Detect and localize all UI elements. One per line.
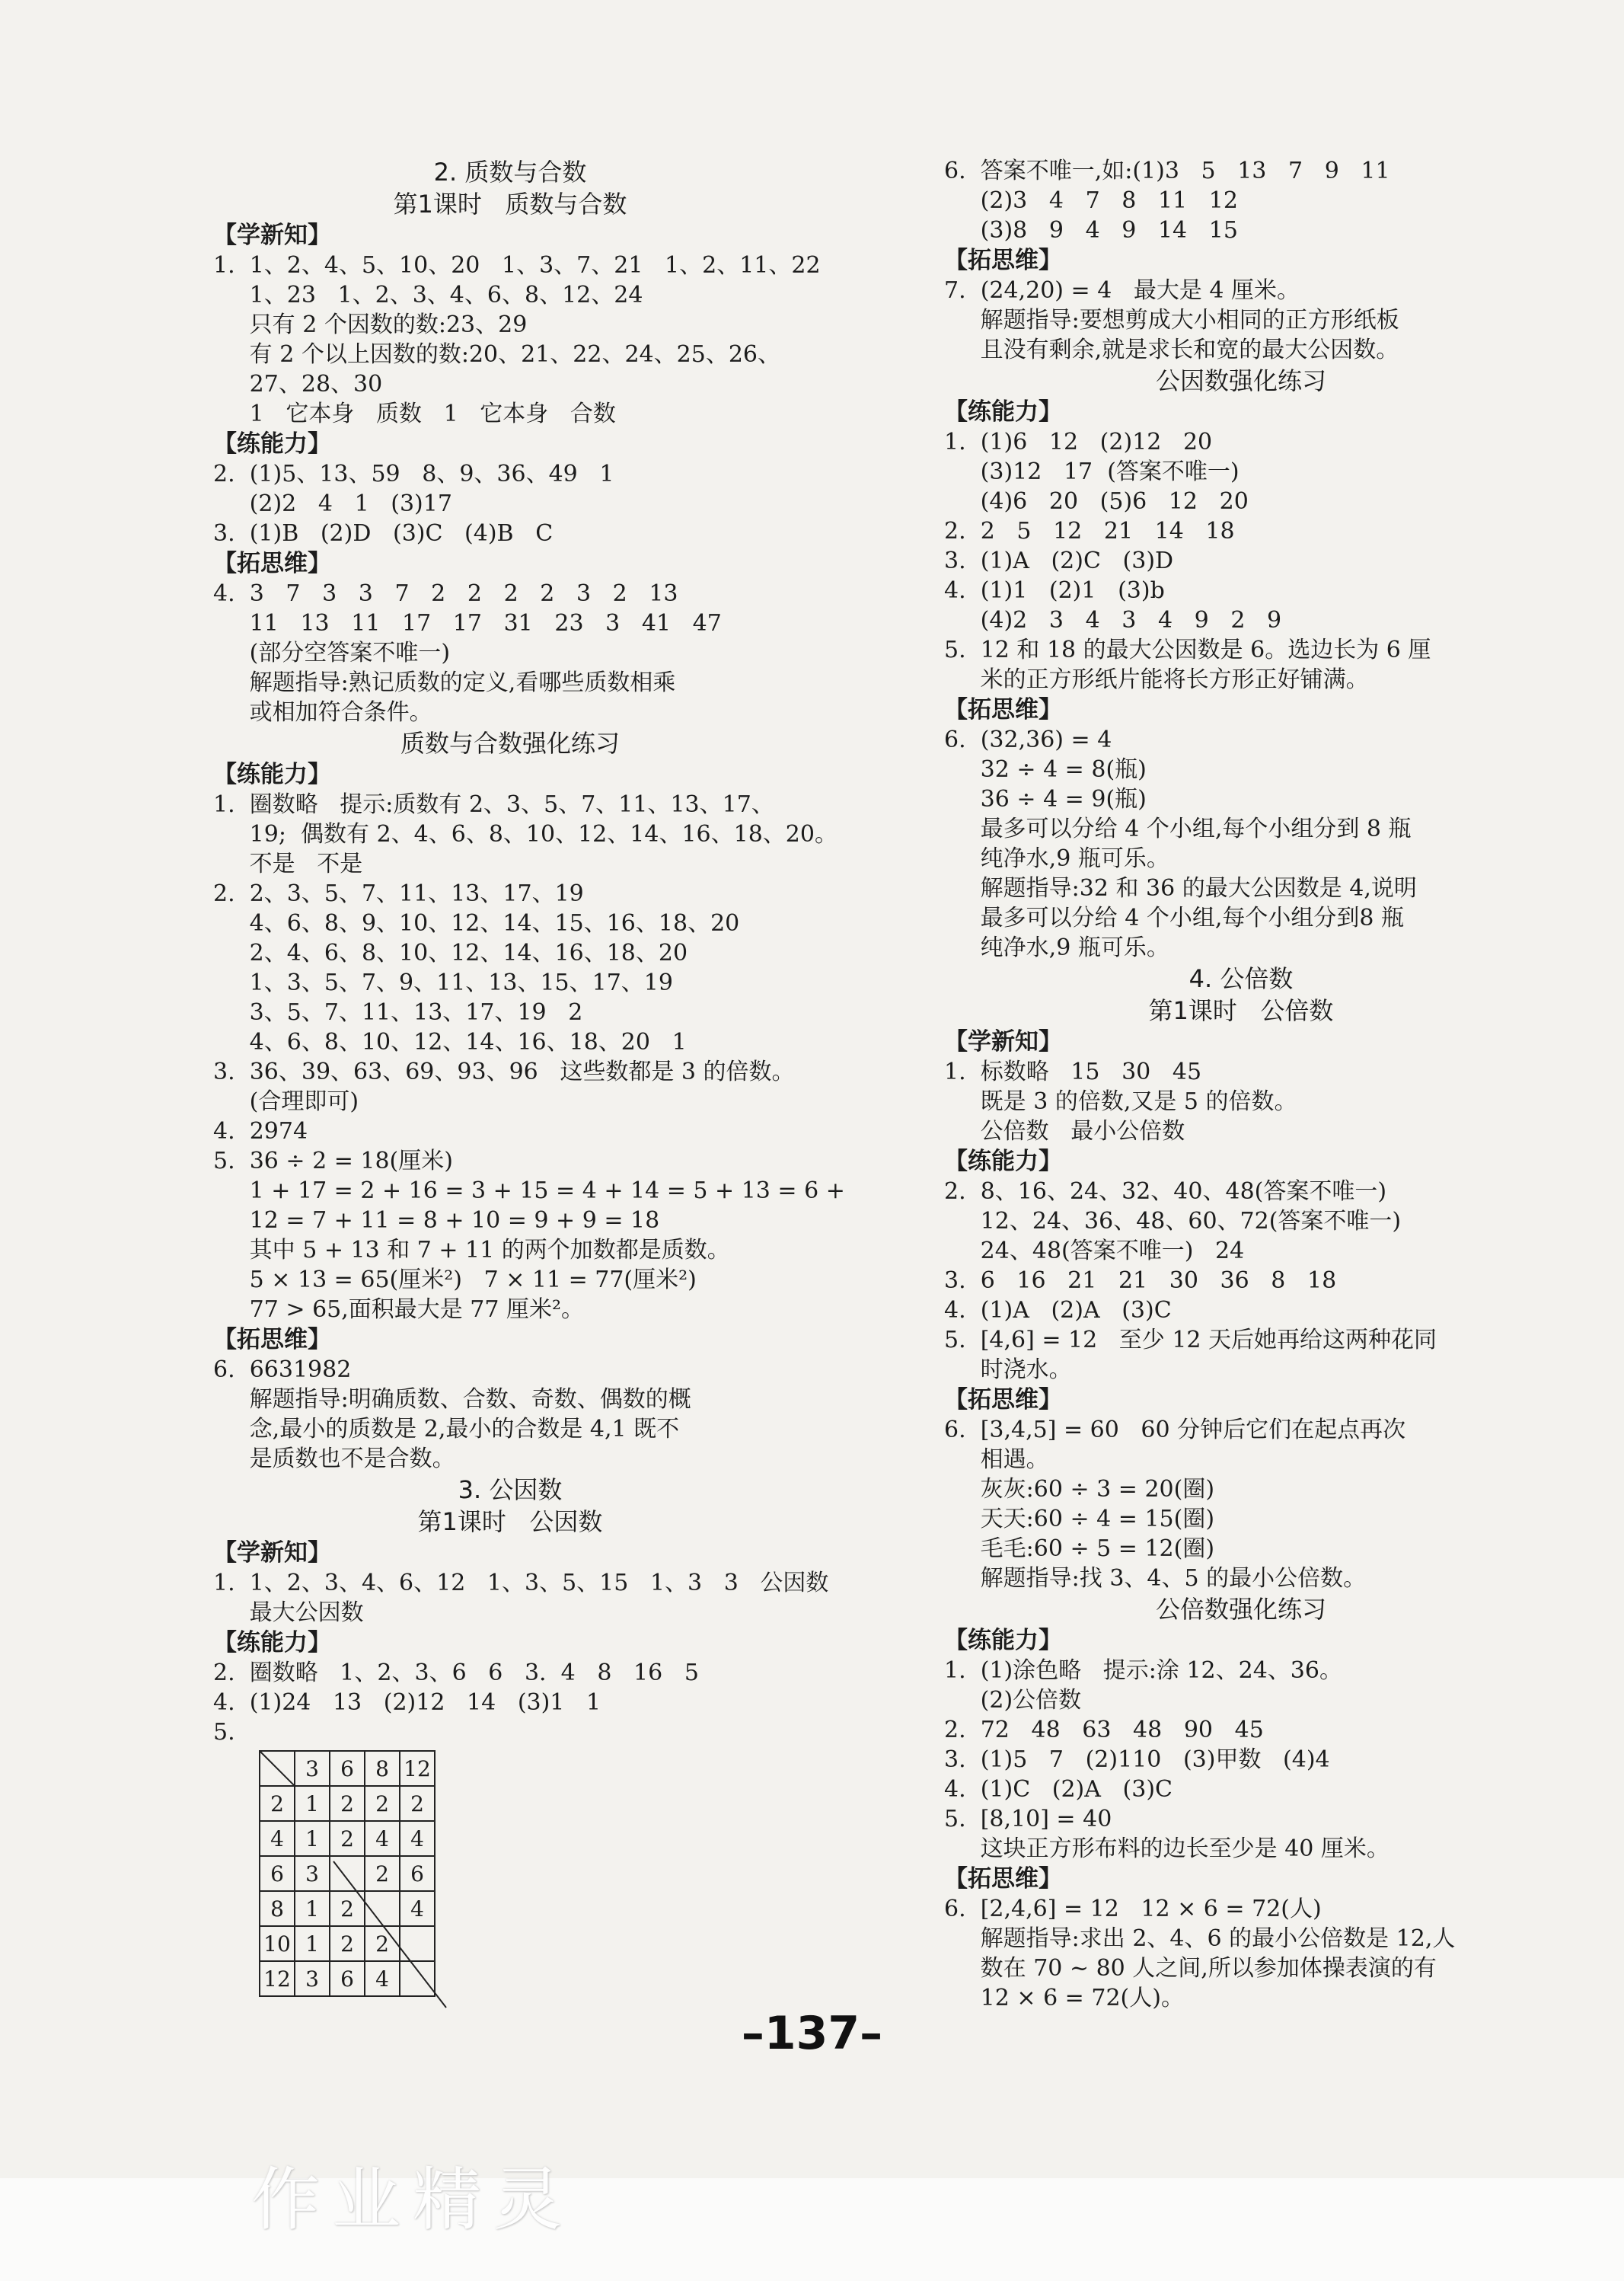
factor-grid <box>259 1750 464 1997</box>
answer-line: 5. [4,6] = 12 至少 12 天后她再给这两种花同 <box>944 1327 1437 1353</box>
lesson-title: 质数与合数强化练习 <box>400 729 620 758</box>
answer-line: (4)2 3 4 3 4 9 2 9 <box>944 607 1282 634</box>
section-tag: 【拓思维】 <box>944 247 1062 274</box>
answer-line: 6. (32,36) = 4 <box>944 727 1112 753</box>
answer-line: 4. 2974 <box>213 1118 308 1145</box>
grid-cell: 2 <box>330 1821 365 1856</box>
right-column <box>944 156 1538 2013</box>
section-tag: 【练能力】 <box>213 430 331 458</box>
grid-cell: 2 <box>330 1786 365 1821</box>
answer-line: 最大公因数 <box>213 1599 364 1626</box>
answer-line: 3. (1)A (2)C (3)D <box>944 548 1174 574</box>
grid-cell: 3 <box>295 1961 330 1996</box>
answer-line: 毛毛:60 ÷ 5 = 12(圈) <box>944 1535 1215 1562</box>
grid-cell: 2 <box>330 1891 365 1926</box>
answer-line: 公倍数 最小公倍数 <box>944 1118 1185 1145</box>
answer-line: 4、6、8、9、10、12、14、15、16、18、20 <box>213 910 740 937</box>
lesson-title: 第1课时 公因数 <box>417 1507 603 1536</box>
lesson-title: 第1课时 公倍数 <box>1148 996 1334 1025</box>
answer-line: 77 > 65,面积最大是 77 厘米²。 <box>213 1296 585 1323</box>
answer-line: 2. 2 5 12 21 14 18 <box>944 518 1235 545</box>
answer-line: 3. (1)5 7 (2)110 (3)甲数 (4)4 <box>944 1746 1330 1773</box>
section-tag: 【拓思维】 <box>213 550 331 577</box>
section-tag: 【学新知】 <box>944 1028 1062 1056</box>
answer-line: 3. 36、39、63、69、93、96 这些数都是 3 的倍数。 <box>213 1059 795 1085</box>
grid-cell: 6 <box>330 1961 365 1996</box>
answer-line: 4. (1)A (2)A (3)C <box>944 1297 1172 1324</box>
section-tag: 【练能力】 <box>944 398 1062 426</box>
answer-line: 1 + 17 = 2 + 16 = 3 + 15 = 4 + 14 = 5 + 13 = 6 + <box>213 1177 845 1204</box>
section-tag: 【拓思维】 <box>944 1865 1062 1893</box>
answer-line: 5. <box>213 1719 235 1746</box>
grid-cell: 12 <box>400 1751 435 1786</box>
answer-line: 2. 8、16、24、32、40、48(答案不唯一) <box>944 1178 1387 1205</box>
diagonal-line <box>260 1752 295 1787</box>
answer-line: 4. (1)C (2)A (3)C <box>944 1776 1173 1803</box>
answer-line: 4. (1)24 13 (2)12 14 (3)1 1 <box>213 1689 601 1716</box>
answer-line: 1. (1)6 12 (2)12 20 <box>944 429 1213 455</box>
answer-line: 5. 36 ÷ 2 = 18(厘米) <box>213 1148 453 1174</box>
answer-line: 12 × 6 = 72(人)。 <box>944 1985 1184 2011</box>
answer-line: 灰灰:60 ÷ 3 = 20(圈) <box>944 1476 1215 1503</box>
grid-diagonal <box>259 1750 472 2009</box>
section-tag: 【拓思维】 <box>944 696 1062 724</box>
grid-cell: 8 <box>260 1891 295 1926</box>
answer-line: 1. 1、2、4、5、10、20 1、3、7、21 1、2、11、22 <box>213 252 821 279</box>
watermark-logo: 作业精灵 <box>251 2160 574 2240</box>
answer-line: 2、4、6、8、10、12、14、16、18、20 <box>213 940 688 966</box>
answer-line: (2)公倍数 <box>944 1687 1082 1714</box>
grid-cell: 6 <box>330 1751 365 1786</box>
section-tag: 【学新知】 <box>213 1539 331 1567</box>
grid-cell: 4 <box>260 1821 295 1856</box>
grid-cell: 4 <box>365 1821 400 1856</box>
answer-line: 6. 答案不唯一,如:(1)3 5 13 7 9 11 <box>944 158 1390 184</box>
answer-line: 相遇。 <box>944 1446 1049 1473</box>
answer-line: 24、48(答案不唯一) 24 <box>944 1238 1245 1264</box>
answer-line: (合理即可) <box>213 1088 359 1115</box>
section-tag: 【练能力】 <box>944 1148 1062 1175</box>
answer-line: 5. [8,10] = 40 <box>944 1806 1112 1832</box>
answer-line: 27、28、30 <box>213 371 383 398</box>
section-tag: 【拓思维】 <box>944 1386 1062 1414</box>
grid-cell: 6 <box>260 1856 295 1891</box>
answer-line: 米的正方形纸片能将长方形正好铺满。 <box>944 666 1369 693</box>
answer-line: 6. [3,4,5] = 60 60 分钟后它们在起点再次 <box>944 1417 1406 1443</box>
answer-line: 12、24、36、48、60、72(答案不唯一) <box>944 1208 1402 1235</box>
answer-line: 1、3、5、7、9、11、13、15、17、19 <box>213 970 673 996</box>
answer-line: 解题指导:找 3、4、5 的最小公倍数。 <box>944 1565 1367 1592</box>
answer-line: 3、5、7、11、13、17、19 2 <box>213 999 583 1026</box>
grid-cell: 3 <box>295 1751 330 1786</box>
section-tag: 【练能力】 <box>213 1629 331 1656</box>
grid-cell: 2 <box>330 1926 365 1961</box>
grid-cell: 4 <box>400 1891 435 1926</box>
answer-line: 2. 72 48 63 48 90 45 <box>944 1717 1264 1743</box>
answer-line: 36 ÷ 4 = 9(瓶) <box>944 786 1147 813</box>
answer-line: 6. [2,4,6] = 12 12 × 6 = 72(人) <box>944 1896 1322 1922</box>
section-tag: 【练能力】 <box>213 761 331 788</box>
answer-line: (2)3 4 7 8 11 12 <box>944 187 1238 214</box>
grid-cell: 2 <box>365 1926 400 1961</box>
answer-line: 其中 5 + 13 和 7 + 11 的两个加数都是质数。 <box>213 1237 730 1263</box>
answer-line: 解题指导:32 和 36 的最大公因数是 4,说明 <box>944 875 1417 902</box>
answer-line: 1. 1、2、3、4、6、12 1、3、5、15 1、3 3 公因数 <box>213 1570 829 1596</box>
answer-line: 不是 不是 <box>213 851 363 877</box>
answer-line: (3)8 9 4 9 14 15 <box>944 217 1238 244</box>
answer-line: 5. 12 和 18 的最大公因数是 6。选边长为 6 厘 <box>944 637 1431 663</box>
lesson-title: 公倍数强化练习 <box>1155 1595 1326 1624</box>
section-tag: 【学新知】 <box>213 222 331 249</box>
answer-line: 1、23 1、2、3、4、6、8、12、24 <box>213 282 643 308</box>
answer-line: 既是 3 的倍数,又是 5 的倍数。 <box>944 1088 1297 1115</box>
answer-line: 时浇水。 <box>944 1356 1072 1383</box>
answer-line: 6. 6631982 <box>213 1356 352 1383</box>
grid-cell: 2 <box>365 1786 400 1821</box>
answer-line: 或相加符合条件。 <box>213 699 432 726</box>
answer-line: 4. (1)1 (2)1 (3)b <box>944 577 1165 604</box>
grid-cell: 4 <box>400 1821 435 1856</box>
answer-line: 12 = 7 + 11 = 8 + 10 = 9 + 9 = 18 <box>213 1207 660 1234</box>
answer-line: 1. 圈数略 提示:质数有 2、3、5、7、11、13、17、 <box>213 791 774 818</box>
section-title: 3. 公因数 <box>458 1475 563 1504</box>
answer-line: 11 13 11 17 17 31 23 3 41 47 <box>213 610 722 637</box>
answer-line: 2. 圈数略 1、2、3、6 6 3. 4 8 16 5 <box>213 1660 699 1686</box>
answer-line: 2. (1)5、13、59 8、9、36、49 1 <box>213 461 614 487</box>
grid-cell: 4 <box>365 1961 400 1996</box>
answer-line: 2. 2、3、5、7、11、13、17、19 <box>213 880 584 907</box>
grid-cell: 1 <box>295 1926 330 1961</box>
answer-line: 且没有剩余,就是求长和宽的最大公因数。 <box>944 337 1399 363</box>
answer-line: 解题指导:明确质数、合数、奇数、偶数的概 <box>213 1386 691 1413</box>
grid-cell: 1 <box>295 1891 330 1926</box>
grid-cell: 6 <box>400 1856 435 1891</box>
answer-line: (部分空答案不唯一) <box>213 640 451 666</box>
grid-cell: 2 <box>365 1856 400 1891</box>
answer-line: 解题指导:要想剪成大小相同的正方形纸板 <box>944 307 1399 334</box>
answer-line: 1. (1)涂色略 提示:涂 12、24、36。 <box>944 1657 1342 1684</box>
answer-line: 解题指导:熟记质数的定义,看哪些质数相乘 <box>213 669 676 696</box>
answer-line: 1. 标数略 15 30 45 <box>944 1059 1202 1085</box>
answer-line: 数在 70 ~ 80 人之间,所以参加体操表演的有 <box>944 1955 1437 1982</box>
section-title: 2. 质数与合数 <box>433 158 587 187</box>
section-title: 4. 公倍数 <box>1188 964 1294 993</box>
page-number: –137– <box>741 2007 883 2060</box>
answer-line: 4、6、8、10、12、14、16、18、20 1 <box>213 1029 687 1056</box>
grid-cell: 1 <box>295 1821 330 1856</box>
answer-line: 最多可以分给 4 个小组,每个小组分到8 瓶 <box>944 905 1404 931</box>
grid-cell: 3 <box>295 1856 330 1891</box>
bottom-band <box>0 2178 1624 2281</box>
answer-line: 这块正方形布料的边长至少是 40 厘米。 <box>944 1835 1389 1862</box>
grid-cell: 10 <box>260 1926 295 1961</box>
lesson-title: 第1课时 质数与合数 <box>393 190 627 219</box>
answer-line: 5 × 13 = 65(厘米²) 7 × 11 = 77(厘米²) <box>213 1267 697 1293</box>
answer-line: 天天:60 ÷ 4 = 15(圈) <box>944 1506 1215 1532</box>
answer-line: 3. 6 16 21 21 30 36 8 18 <box>944 1267 1337 1294</box>
answer-line: (2)2 4 1 (3)17 <box>213 490 452 517</box>
answer-line: 念,最小的质数是 2,最小的合数是 4,1 既不 <box>213 1416 680 1442</box>
answer-line: 解题指导:求出 2、4、6 的最小公倍数是 12,人 <box>944 1925 1456 1952</box>
lesson-title: 公因数强化练习 <box>1155 366 1326 395</box>
answer-line: 1 它本身 质数 1 它本身 合数 <box>213 401 616 427</box>
answer-line: 32 ÷ 4 = 8(瓶) <box>944 756 1147 783</box>
answer-line: 只有 2 个因数的数:23、29 <box>213 311 528 338</box>
answer-line: 19; 偶数有 2、4、6、8、10、12、14、16、18、20。 <box>213 821 838 848</box>
section-tag: 【练能力】 <box>944 1627 1062 1654</box>
grid-cell: 12 <box>260 1961 295 1996</box>
answer-line: 纯净水,9 瓶可乐。 <box>944 934 1169 961</box>
grid-cell: 8 <box>365 1751 400 1786</box>
answer-line: (3)12 17 (答案不唯一) <box>944 458 1240 485</box>
answer-line: (4)6 20 (5)6 12 20 <box>944 488 1249 515</box>
answer-line: 是质数也不是合数。 <box>213 1446 455 1472</box>
grid-cell: 2 <box>260 1786 295 1821</box>
grid-cell: 1 <box>295 1786 330 1821</box>
answer-line: 4. 3 7 3 3 7 2 2 2 2 3 2 13 <box>213 580 678 607</box>
section-tag: 【拓思维】 <box>213 1326 331 1353</box>
answer-line: 3. (1)B (2)D (3)C (4)B C <box>213 520 554 547</box>
answer-line: 有 2 个以上因数的数:20、21、22、24、25、26、 <box>213 341 780 368</box>
left-column <box>213 156 845 1997</box>
answer-line: 最多可以分给 4 个小组,每个小组分到 8 瓶 <box>944 816 1412 842</box>
diagonal-line <box>333 1861 446 2008</box>
answer-line: 纯净水,9 瓶可乐。 <box>944 845 1169 872</box>
answer-line: 7. (24,20) = 4 最大是 4 厘米。 <box>944 277 1300 304</box>
grid-cell: 2 <box>400 1786 435 1821</box>
